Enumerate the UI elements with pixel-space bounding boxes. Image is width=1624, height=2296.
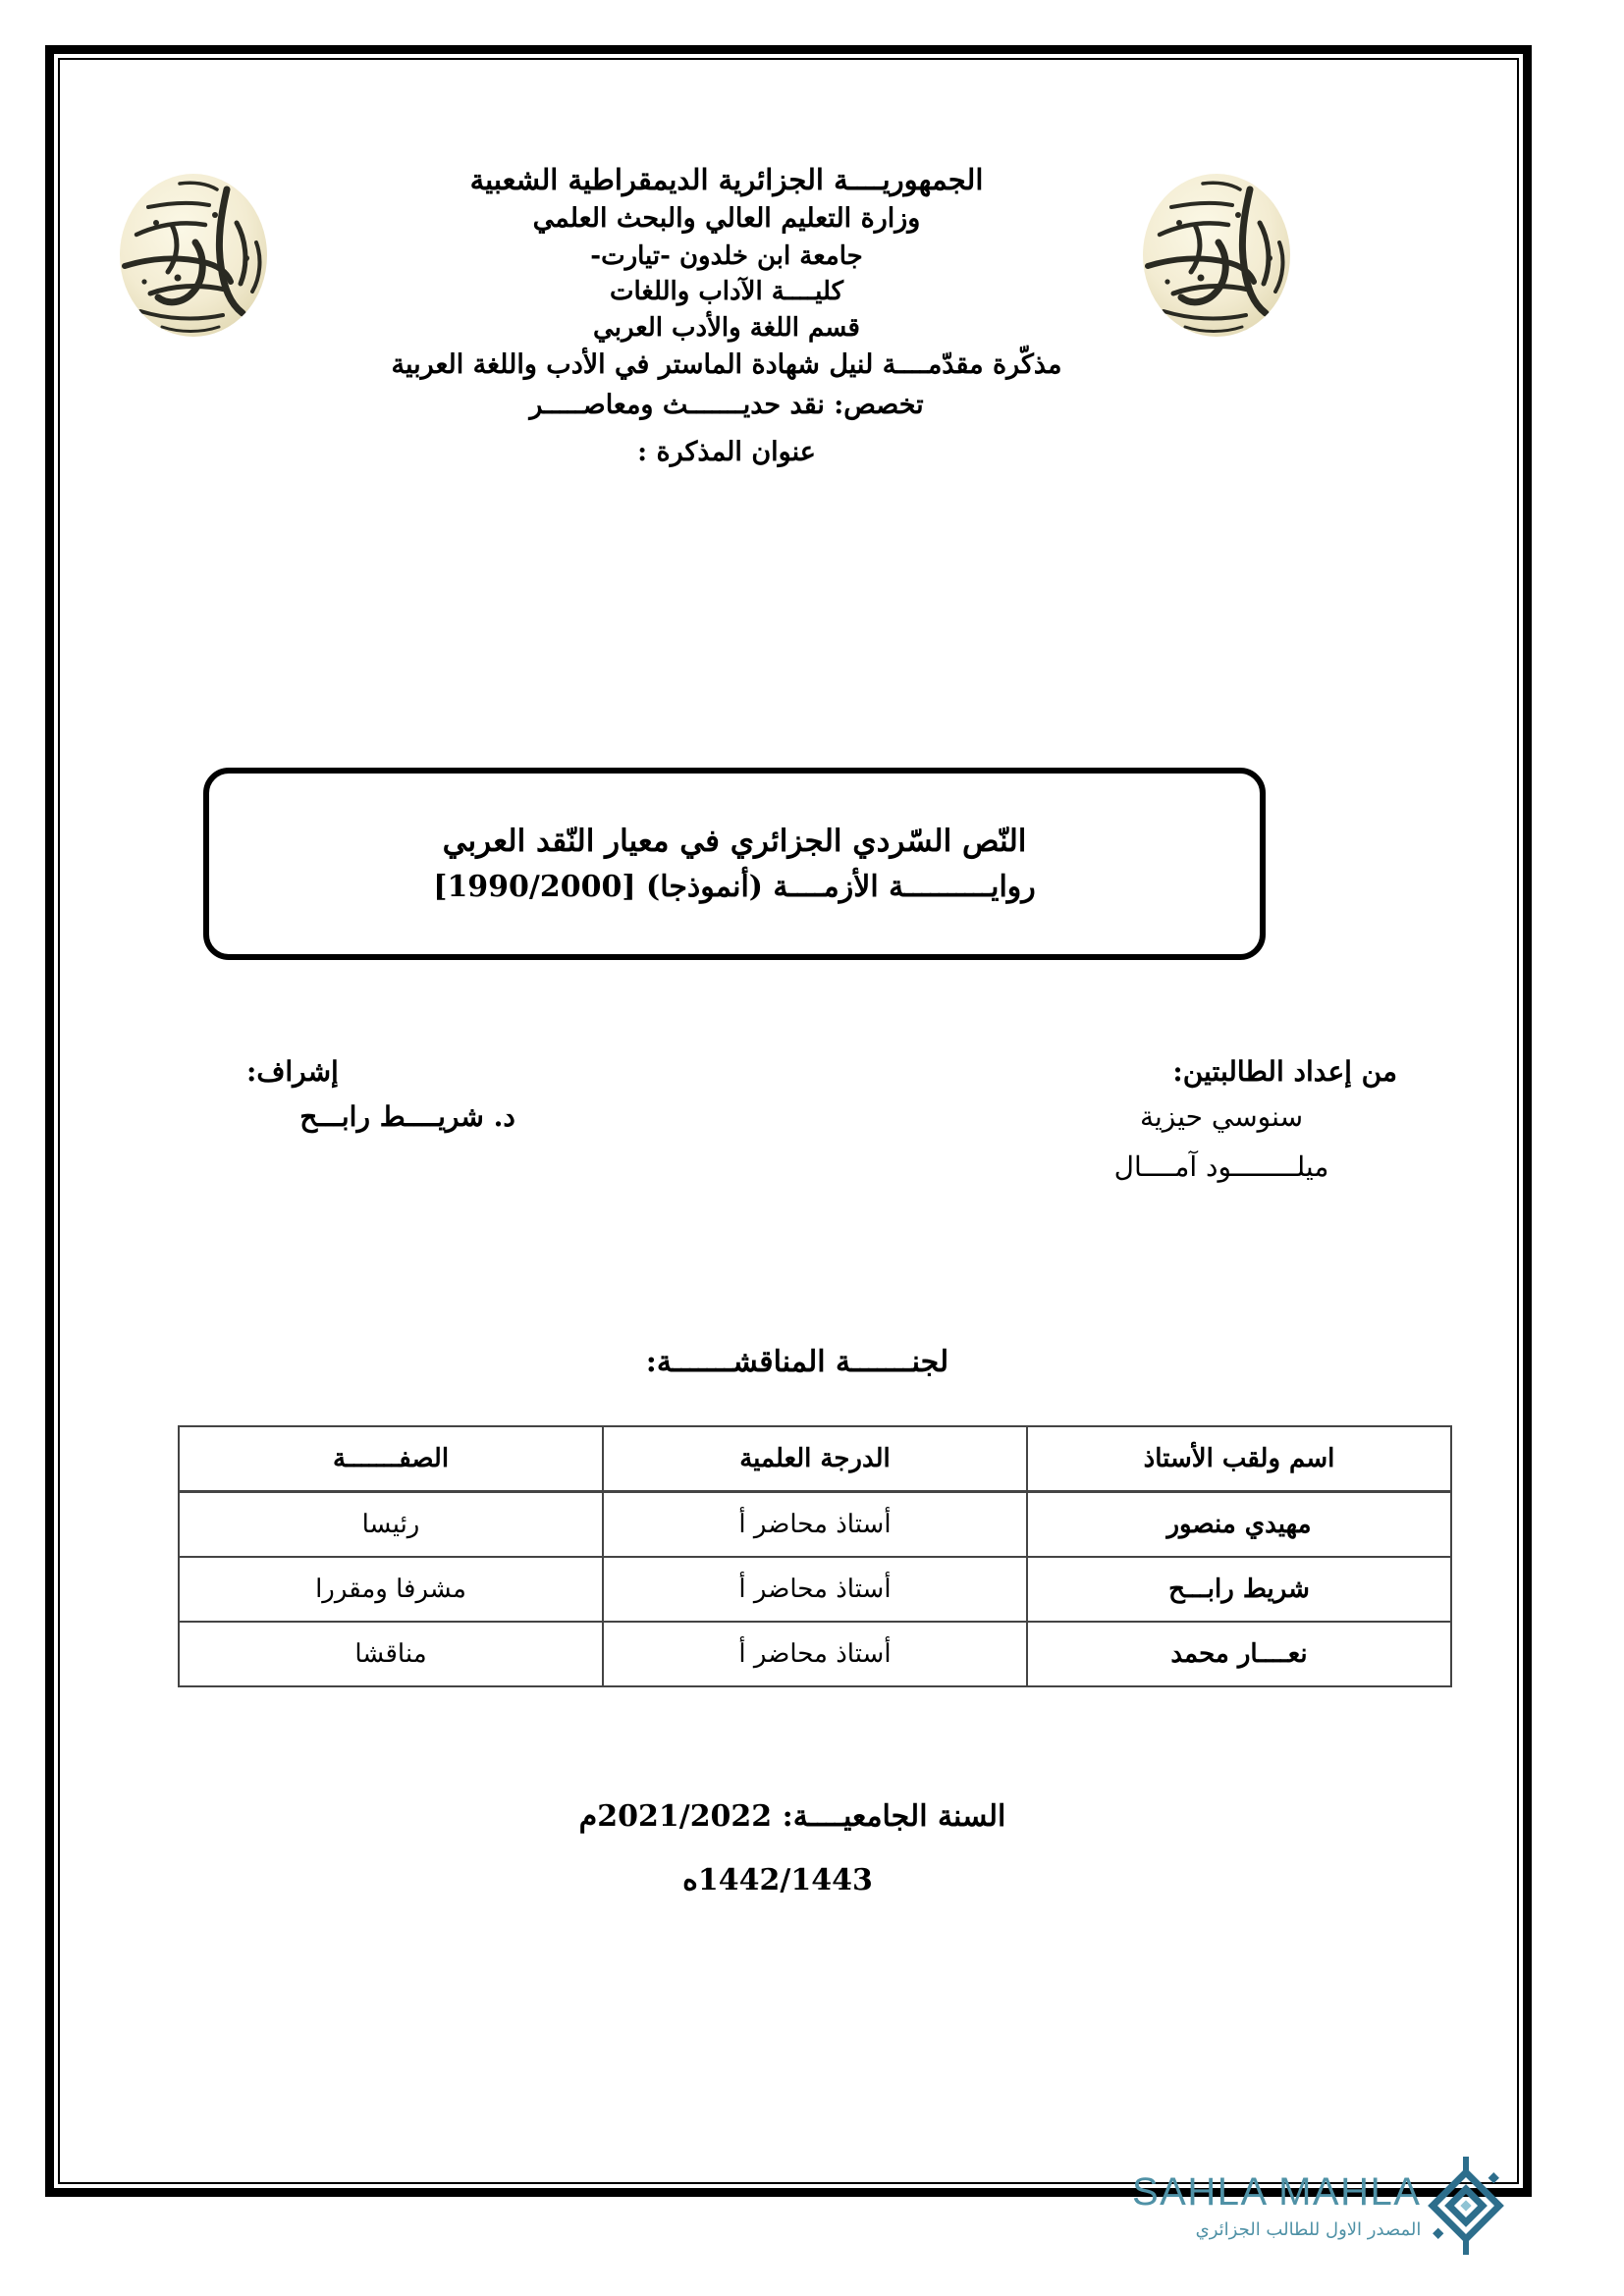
student-name-1: سنوسي حيزية [1139, 1100, 1304, 1133]
header-university-line: جامعة ابن خلدون -تيارت- [590, 240, 863, 271]
authors-and-supervisor-row [54, 1055, 1541, 1222]
table-row [179, 1492, 1451, 1558]
jury-member-name: شريط رابـــح [1027, 1557, 1451, 1622]
watermark-brand-name: SAHLA MAHLA [1132, 2169, 1422, 2214]
institution-header [231, 160, 1222, 471]
column-header-academic-rank: الدرجة العلمية [603, 1426, 1027, 1492]
watermark-tagline: المصدر الاول للطالب الجزائري [1195, 2218, 1422, 2240]
header-country-line: الجمهوريــــة الجزائرية الديمقراطية الشعبية [469, 163, 984, 196]
jury-committee-heading: لجنـــــــة المناقشـــــــة: [645, 1345, 949, 1379]
sahla-mahla-logo-icon [1425, 2157, 1507, 2255]
header-department-line: قسم اللغة والأدب العربي [593, 313, 860, 344]
student-name-2: ميلــــــــود آمــــال [1113, 1150, 1329, 1184]
academic-year-block [54, 1799, 1541, 1897]
page-border-frame [45, 45, 1532, 2240]
table-header-row [179, 1426, 1451, 1492]
header-degree-line: مذكّرة مقدّمــــة لنيل شهادة الماستر في الأدب واللغة العربية [391, 349, 1062, 381]
jury-member-degree: أستاذ محاضر أ [603, 1492, 1027, 1558]
students-label: من إعداد الطالبتين: [1172, 1055, 1397, 1088]
watermark-text-group [1132, 2169, 1422, 2240]
table-row [179, 1557, 1451, 1622]
thesis-title-line-2: روايــــــــــة الأزمــــة (أنموذجا) [1990/2000] [433, 869, 1036, 904]
supervisor-label: إشراف: [246, 1055, 339, 1088]
jury-member-degree: أستاذ محاضر أ [603, 1622, 1027, 1686]
sahla-mahla-watermark [1132, 2153, 1594, 2259]
academic-year-hijri: 1442/1443ه [682, 1863, 873, 1897]
supervisor-name: د. شريــــط رابـــح [299, 1100, 515, 1133]
thesis-title-box [203, 768, 1266, 960]
jury-member-degree: أستاذ محاضر أ [603, 1557, 1027, 1622]
header-ministry-line: وزارة التعليم العالي والبحث العلمي [532, 203, 921, 235]
column-header-professor-name: اسم ولقب الأستاذ [1027, 1426, 1451, 1492]
jury-member-role: رئيسا [179, 1492, 603, 1558]
jury-member-role: مشرفا ومقررا [179, 1557, 603, 1622]
jury-committee-table [178, 1425, 1452, 1687]
students-column [991, 1055, 1452, 1189]
academic-year-gregorian: السنة الجامعيــــة: 2021/2022م [578, 1799, 1006, 1834]
header-title-label: عنوان المذكرة : [637, 436, 816, 467]
supervisor-column [182, 1055, 633, 1138]
jury-member-name: نعــــار محمد [1027, 1622, 1451, 1686]
header-specialty-line: تخصص: نقد حديـــــــث ومعاصـــــر [529, 389, 924, 420]
jury-member-name: مهيدي منصور [1027, 1492, 1451, 1558]
header-faculty-line: كليــــة الآداب واللغات [610, 277, 843, 307]
table-row [179, 1622, 1451, 1686]
page-content [54, 54, 1541, 2240]
thesis-title-line-1: النّص السّردي الجزائري في معيار النّقد العربي [442, 823, 1027, 859]
jury-member-role: مناقشا [179, 1622, 603, 1686]
column-header-role: الصفـــــــة [179, 1426, 603, 1492]
